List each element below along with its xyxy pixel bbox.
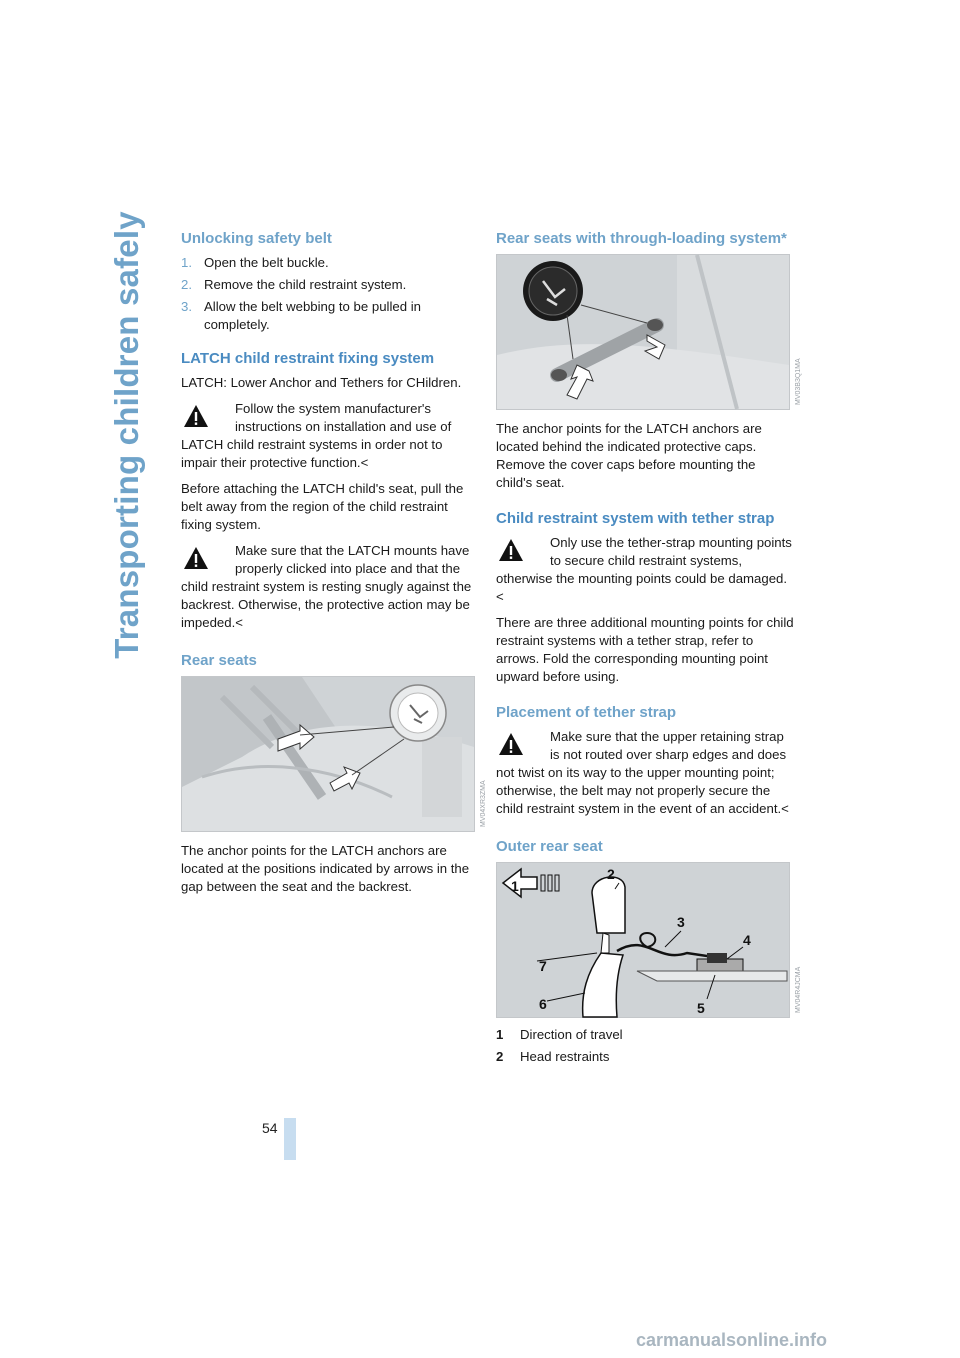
diagram-label-3: 3 [677,914,685,930]
warning-icon [498,732,524,756]
tether-warning-text: Only use the tether-strap mounting points to secure child restraint systems, otherwise the mounting points could be damaged.< [496,535,792,604]
step-number: 3. [181,299,192,314]
step-number: 1. [181,255,192,270]
unlocking-steps [181,254,473,334]
legend-item [496,1048,794,1066]
latch-warning-1-text: Follow the system manufacturer's instructions on installation and use of LATCH child restraint systems in order not to impair their protective function.< [181,401,452,470]
through-loading-figure-code: MV03B3Q1MA [795,358,802,405]
placement-warning-text: Make sure that the upper retaining strap is not routed over sharp edges and does not twist on its way to the upper mounting point; otherwise, the belt may not properly secure the child restraint system in the event of an accident.< [496,729,789,816]
rear-seats-caption: The anchor points for the LATCH anchors are located at the positions indicated by arrows in the gap between the seat and the backrest. [181,843,470,894]
watermark: carmanualsonline.info [636,1330,828,1350]
latch-intro: LATCH: Lower Anchor and Tethers for CHildren. [181,375,462,390]
step-text: Remove the child restraint system. [204,277,407,292]
diagram-label-4: 4 [743,932,751,948]
tether-para: There are three additional mounting points for child restraint systems with a tether strap, refer to arrows. Fold the corresponding mounting point upward before using. [496,615,794,684]
outer-rear-seat-figure [496,862,802,1018]
diagram-label-2: 2 [607,866,615,882]
latch-warning-1 [181,400,473,472]
side-title [102,211,152,659]
tether-heading: Child restraint system with tether strap [496,510,775,527]
outer-rear-seat-figure-code: MV04R4JCMA [795,966,802,1013]
step-number: 2. [181,277,192,292]
left-column [181,230,487,904]
latch-warning-2 [181,542,473,632]
page-number-bar [284,1118,296,1160]
rear-seat-illustration [182,677,474,831]
diagram-label-6: 6 [539,996,547,1012]
latch-warning-2-text: Make sure that the LATCH mounts have properly clicked into place and that the child restraint system is resting snugly against the backrest. Otherwise, the protective action may be impeded.< [181,543,472,630]
through-loading-heading: Rear seats with through-loading system* [496,230,787,247]
through-loading-illustration [497,255,789,409]
diagram-label-5: 5 [697,1000,705,1016]
latch-para: Before attaching the LATCH child's seat, pull the belt away from the region of the child restraint fixing system. [181,481,464,532]
warning-icon [183,404,209,428]
diagram-label-7: 7 [539,958,547,974]
diagram-label-1: 1 [511,878,519,894]
step-item [181,276,473,294]
outer-legend [496,1026,794,1066]
tether-diagram-illustration [497,863,789,1017]
warning-icon [183,546,209,570]
placement-heading: Placement of tether strap [496,704,677,721]
side-title-text: Transporting children safely [108,211,145,659]
placement-warning [496,728,794,818]
latch-heading: LATCH child restraint fixing system [181,350,435,367]
rear-seats-figure-code: MV04XR3ZMA [480,780,487,827]
legend-item [496,1026,794,1044]
legend-text: Direction of travel [520,1027,623,1042]
through-loading-figure [496,254,802,410]
through-loading-caption: The anchor points for the LATCH anchors are located behind the indicated protective caps. Remove the cover caps before mounting the child's seat. [496,421,762,490]
rear-seats-figure [181,676,487,832]
rear-seats-heading: Rear seats [181,652,257,669]
legend-number: 1 [496,1027,504,1042]
legend-number: 2 [496,1049,504,1064]
page-number: 54 [262,1120,278,1136]
right-column [496,230,802,1070]
outer-rear-seat-heading: Outer rear seat [496,838,603,855]
step-text: Open the belt buckle. [204,255,329,270]
warning-icon [498,538,524,562]
step-text: Allow the belt webbing to be pulled in completely. [204,299,422,332]
tether-warning [496,534,794,606]
unlocking-heading: Unlocking safety belt [181,230,332,247]
legend-text: Head restraints [520,1049,610,1064]
step-item [181,298,473,334]
step-item [181,254,473,272]
